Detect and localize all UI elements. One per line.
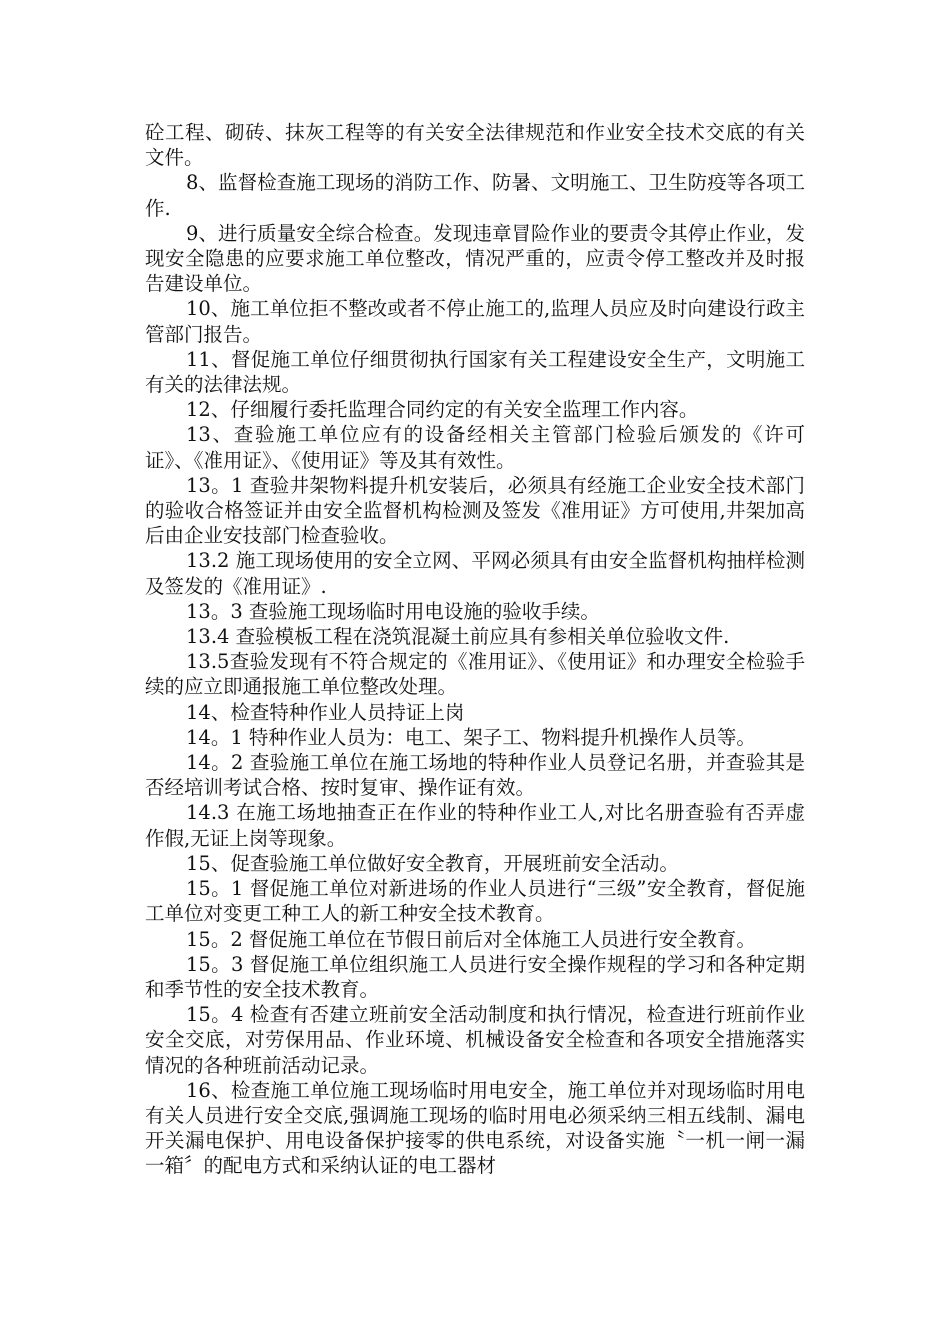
paragraph-item-15-1: 15。1 督促施工单位对新进场的作业人员进行“三级”安全教育，督促施工单位对变更工种工人的新工种安全技术教育。 xyxy=(145,877,805,926)
paragraph-item-13-4: 13.4 查验模板工程在浇筑混凝土前应具有参相关单位验收文件. xyxy=(186,625,730,649)
paragraph-item-14-2: 14。2 查验施工单位在施工场地的特种作业人员登记名册，并查验其是否经培训考试合格、按时复审、操作证有效。 xyxy=(145,751,805,800)
document-body xyxy=(145,120,805,1179)
paragraph-continuation: 砼工程、砌砖、抹灰工程等的有关安全法律规范和作业安全技术交底的有关文件。 xyxy=(145,121,805,170)
paragraph-item-13-2: 13.2 施工现场使用的安全立网、平网必须具有由安全监督机构抽样检测及签发的《准用证》. xyxy=(145,549,805,598)
paragraph-item-13: 13、查验施工单位应有的设备经相关主管部门检验后颁发的《许可证》、《准用证》、《使用证》等及其有效性。 xyxy=(145,423,805,472)
paragraph-item-13-1: 13。1 查验井架物料提升机安装后，必须具有经施工企业安全技术部门的验收合格签证并由安全监督机构检测及签发《准用证》方可使用,井架加高后由企业安技部门检查验收。 xyxy=(145,473,805,548)
paragraph-item-13-5: 13.5查验发现有不符合规定的《准用证》、《使用证》和办理安全检验手续的应立即通报施工单位整改处理。 xyxy=(145,650,805,699)
paragraph-item-12: 12、仔细履行委托监理合同约定的有关安全监理工作内容。 xyxy=(186,398,699,422)
paragraph-item-13-3: 13。3 查验施工现场临时用电设施的验收手续。 xyxy=(186,599,600,623)
paragraph-item-14: 14、检查特种作业人员持证上岗 xyxy=(186,700,465,724)
paragraph-item-15-3: 15。3 督促施工单位组织施工人员进行安全操作规程的学习和各种定期和季节性的安全技术教育。 xyxy=(145,952,805,1001)
paragraph-item-15-2: 15。2 督促施工单位在节假日前后对全体施工人员进行安全教育。 xyxy=(186,927,756,951)
paragraph-item-9: 9、进行质量安全综合检查。发现违章冒险作业的要责令其停止作业，发现安全隐患的应要求施工单位整改，情况严重的，应责令停工整改并及时报告建设单位。 xyxy=(145,221,805,296)
paragraph-item-14-3: 14.3 在施工场地抽查正在作业的特种作业工人,对比名册查验有否弄虚作假,无证上岗等现象。 xyxy=(145,801,805,850)
paragraph-item-10: 10、施工单位拒不整改或者不停止施工的,监理人员应及时向建设行政主管部门报告。 xyxy=(145,297,805,346)
paragraph-item-15-4: 15。4 检查有否建立班前安全活动制度和执行情况，检查进行班前作业安全交底，对劳保用品、作业环境、机械设备安全检查和各项安全措施落实情况的各种班前活动记录。 xyxy=(145,1003,805,1077)
paragraph-item-16: 16、检查施工单位施工现场临时用电安全，施工单位并对现场临时用电有关人员进行安全交底,强调施工现场的临时用电必须采纳三相五线制、漏电开关漏电保护、用电设备保护接零的供电系统，对设备实施〝一机一闸一漏一箱〞的配电方式和采纳认证的电工器材 xyxy=(145,1078,805,1178)
paragraph-item-8: 8、监督检查施工现场的消防工作、防暑、文明施工、卫生防疫等各项工作. xyxy=(145,171,805,220)
paragraph-item-11: 11、督促施工单位仔细贯彻执行国家有关工程建设安全生产，文明施工有关的法律法规。 xyxy=(145,347,805,397)
paragraph-item-15: 15、促查验施工单位做好安全教育，开展班前安全活动。 xyxy=(186,851,679,875)
paragraph-item-14-1: 14。1 特种作业人员为：电工、架子工、物料提升机操作人员等。 xyxy=(186,725,756,749)
